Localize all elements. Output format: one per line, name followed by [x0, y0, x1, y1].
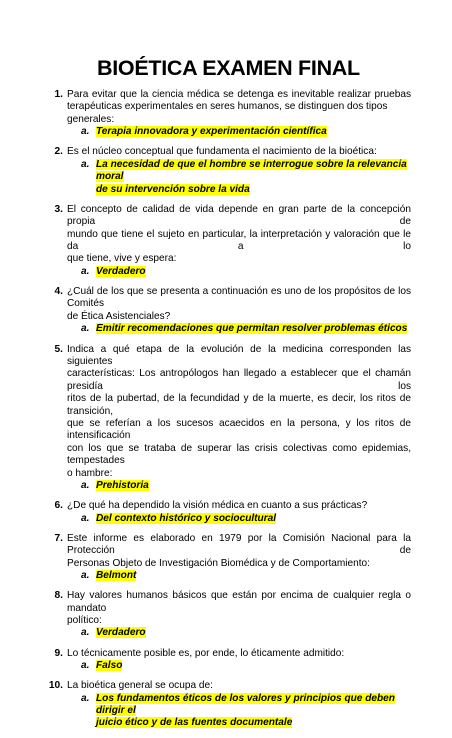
question-7: [0, 533, 452, 583]
question-line: con los que se trataba de superar las crisis colectivas como epidemias, tempestades: [67, 442, 411, 467]
answer-letter: a.: [81, 158, 90, 170]
question-text: [67, 500, 411, 512]
answer-text: Del contexto histórico y sociocultural: [96, 512, 277, 524]
answer-letter: a.: [81, 660, 90, 672]
question-number: 8.: [54, 590, 63, 602]
answer-text: Verdadero: [96, 627, 146, 639]
answer-letter: a.: [81, 512, 90, 524]
question-number: 5.: [54, 343, 63, 355]
answer: [81, 570, 452, 582]
question-number: 6.: [54, 500, 63, 512]
answer: [81, 693, 452, 730]
answer-letter: a.: [81, 265, 90, 277]
question-3: [0, 204, 452, 278]
question-text: [67, 590, 411, 627]
answer: [81, 323, 452, 335]
question-line: Es el núcleo conceptual que fundamenta el nacimiento de la bioética:: [67, 146, 377, 158]
question-line: Lo técnicamente posible es, por ende, lo éticamente admitido:: [67, 647, 345, 659]
page-title: BIOÉTICA EXAMEN FINAL: [97, 56, 360, 80]
answer-letter: a.: [81, 479, 90, 491]
question-line: ritos de la pubertad, de la fecundidad y de la muerte, es decir, los ritos de transición,: [67, 393, 411, 417]
question-line: que se referían a los sucesos acaecidos en la persona, y los ritos de intensificación: [67, 417, 411, 442]
question-line: características: Los antropólogos han llegado a establecer que el chamán presidía los: [67, 368, 411, 392]
question-1: [0, 89, 452, 139]
question-2: [0, 146, 452, 196]
question-text: [67, 89, 411, 126]
question-9: [0, 648, 452, 673]
answer-text: juicio ético y de las fuentes documentale: [96, 717, 293, 729]
question-number: 1.: [54, 89, 63, 100]
question-4: [0, 286, 452, 336]
answer-letter: a.: [81, 692, 90, 704]
answer-letter: a.: [81, 323, 90, 335]
answer: [81, 266, 452, 278]
question-number: 9.: [54, 647, 63, 659]
answer-text: Belmont: [96, 570, 137, 581]
question-text: [67, 146, 411, 158]
question-line: Para evitar que la ciencia médica se detenga es inevitable realizar pruebas: [67, 89, 411, 100]
question-10: [0, 680, 452, 730]
answer-text: Falso: [96, 660, 123, 672]
question-number: 2.: [54, 146, 63, 158]
answer-letter: a.: [81, 570, 90, 581]
answer: [81, 513, 452, 525]
question-text: [67, 286, 411, 323]
answer: [81, 159, 452, 196]
answer-letter: a.: [81, 126, 90, 138]
answer: [81, 126, 452, 138]
question-text: [67, 344, 411, 480]
answer-text: de su intervención sobre la vida: [96, 183, 250, 195]
question-number: 10.: [48, 680, 63, 692]
question-line: Indica a qué etapa de la evolución de la medicina corresponden las siguientes: [67, 343, 411, 367]
answer-text: Los fundamentos éticos de los valores y principios que deben dirigir el: [96, 692, 395, 717]
question-line: ¿Cuál de los que se presenta a continuación es uno de los propósitos de los Comités: [67, 286, 411, 310]
question-line: terapéuticas experimentales en seres humanos, se distinguen dos tipos generales:: [67, 101, 388, 125]
question-line: Hay valores humanos básicos que están por encima de cualquier regla o mandato: [67, 590, 411, 614]
question-text: [67, 680, 411, 692]
question-line: de Ética Asistenciales?: [67, 310, 171, 322]
question-line: Este informe es elaborado en 1979 por la Comisión Nacional para la Protección de: [67, 532, 411, 557]
question-line: o hambre:: [67, 467, 113, 479]
answer-text: Emitir recomendaciones que permitan resolver problemas éticos: [96, 323, 408, 335]
question-line: El concepto de calidad de vida depende en gran parte de la concepción propia de: [67, 203, 411, 228]
question-number: 7.: [54, 532, 63, 544]
answer-text: La necesidad de que el hombre se interrogue sobre la relevancia moral: [96, 158, 407, 183]
answer-letter: a.: [81, 627, 90, 639]
question-line: mundo que tiene el sujeto en particular, la interpretación y valoración que le da a lo: [67, 228, 411, 253]
question-text: [67, 533, 411, 570]
question-5: [0, 344, 452, 493]
answer-text: Prehistoria: [96, 479, 149, 491]
question-number: 4.: [54, 286, 63, 298]
answer: [81, 480, 452, 492]
answer: [81, 627, 452, 639]
answer-text: Verdadero: [96, 265, 146, 277]
question-line: ¿De qué ha dependido la visión médica en cuanto a sus prácticas?: [67, 500, 368, 512]
question-list: [0, 89, 452, 738]
question-line: La bioética general se ocupa de:: [67, 680, 213, 692]
question-line: que tiene, vive y espera:: [67, 253, 177, 265]
question-text: [67, 648, 411, 660]
question-number: 3.: [54, 203, 63, 215]
question-line: político:: [67, 615, 102, 627]
answer-text: Terapia innovadora y experimentación científica: [96, 126, 327, 138]
answer: [81, 660, 452, 672]
question-6: [0, 500, 452, 525]
question-8: [0, 590, 452, 640]
question-line: Personas Objeto de Investigación Biomédica y de Comportamiento:: [67, 557, 370, 569]
question-text: [67, 204, 411, 266]
